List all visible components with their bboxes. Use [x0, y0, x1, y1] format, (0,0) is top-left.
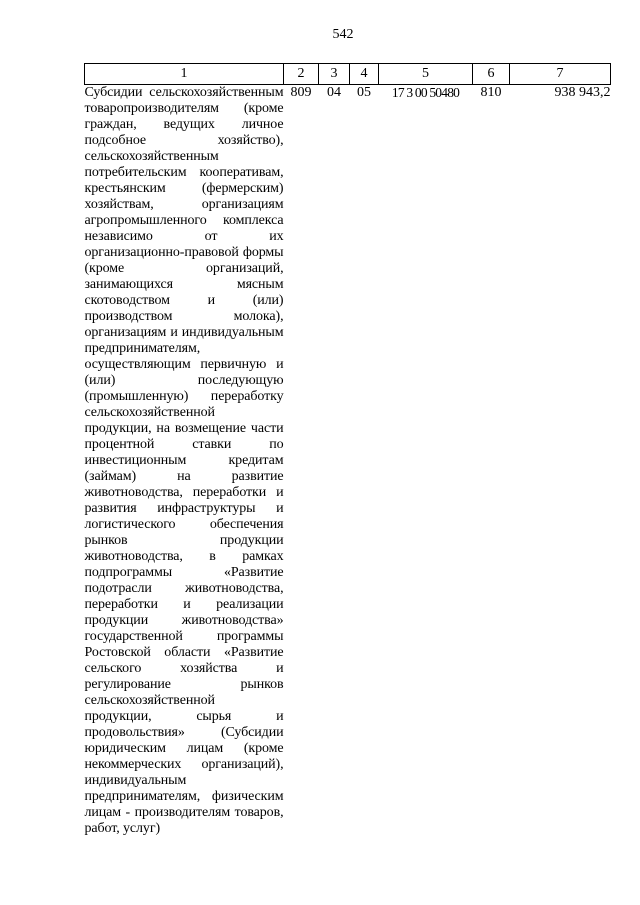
header-col-4: 4: [350, 64, 379, 85]
header-col-5: 5: [379, 64, 473, 85]
row-target-article-code: 17 3 00 50480: [391, 85, 460, 100]
row-description: Субсидии сельскохозяйственным товаропроизводителям (кроме граждан, ведущих личное подсобное хозяйство), сельскохозяйственным потребительским кооперативам, крестьянским (фермерским) хозяйствам, организациям агропромышленного комплекса независимо от их организационно-правовой формы (кроме организаций, занимающихся мясным скотоводством и (или) производством молока), организациям и индивидуальным предпринимателям, осуществляющим первичную и (или) последующую (промышленную) переработку сельскохозяйственной продукции, на возмещение части процентной ставки по инвестиционным кредитам (займам) на развитие животноводства, переработки и развития инфраструктуры и логистического обеспечения рынков продукции животноводства, в рамках подпрограммы «Развитие подотрасли животноводства, переработки и реализации продукции животноводства» государственной программы Ростовской области «Развитие сельского хозяйства и регулирование рынков сельскохозяйственной продукции, сырья и продовольствия» (Субсидии юридическим лицам (кроме некоммерческих организаций), индивидуальным предпринимателям, физическим лицам - производителям товаров, работ, услуг): [84, 85, 284, 836]
budget-table: [84, 63, 611, 837]
table-header-row: [85, 64, 611, 85]
table-row: [85, 85, 611, 838]
header-col-3: 3: [319, 64, 350, 85]
header-col-6: 6: [473, 64, 510, 85]
header-col-1: 1: [85, 64, 284, 85]
row-amount: 938 943,2: [554, 85, 611, 100]
row-subsection-code: 05: [357, 85, 371, 100]
row-expense-type-code: 810: [480, 85, 502, 100]
row-section-code: 04: [327, 85, 341, 100]
row-ministry-code: 809: [290, 85, 312, 100]
page-number: 542: [332, 27, 354, 42]
header-col-7: 7: [510, 64, 611, 85]
header-col-2: 2: [284, 64, 319, 85]
